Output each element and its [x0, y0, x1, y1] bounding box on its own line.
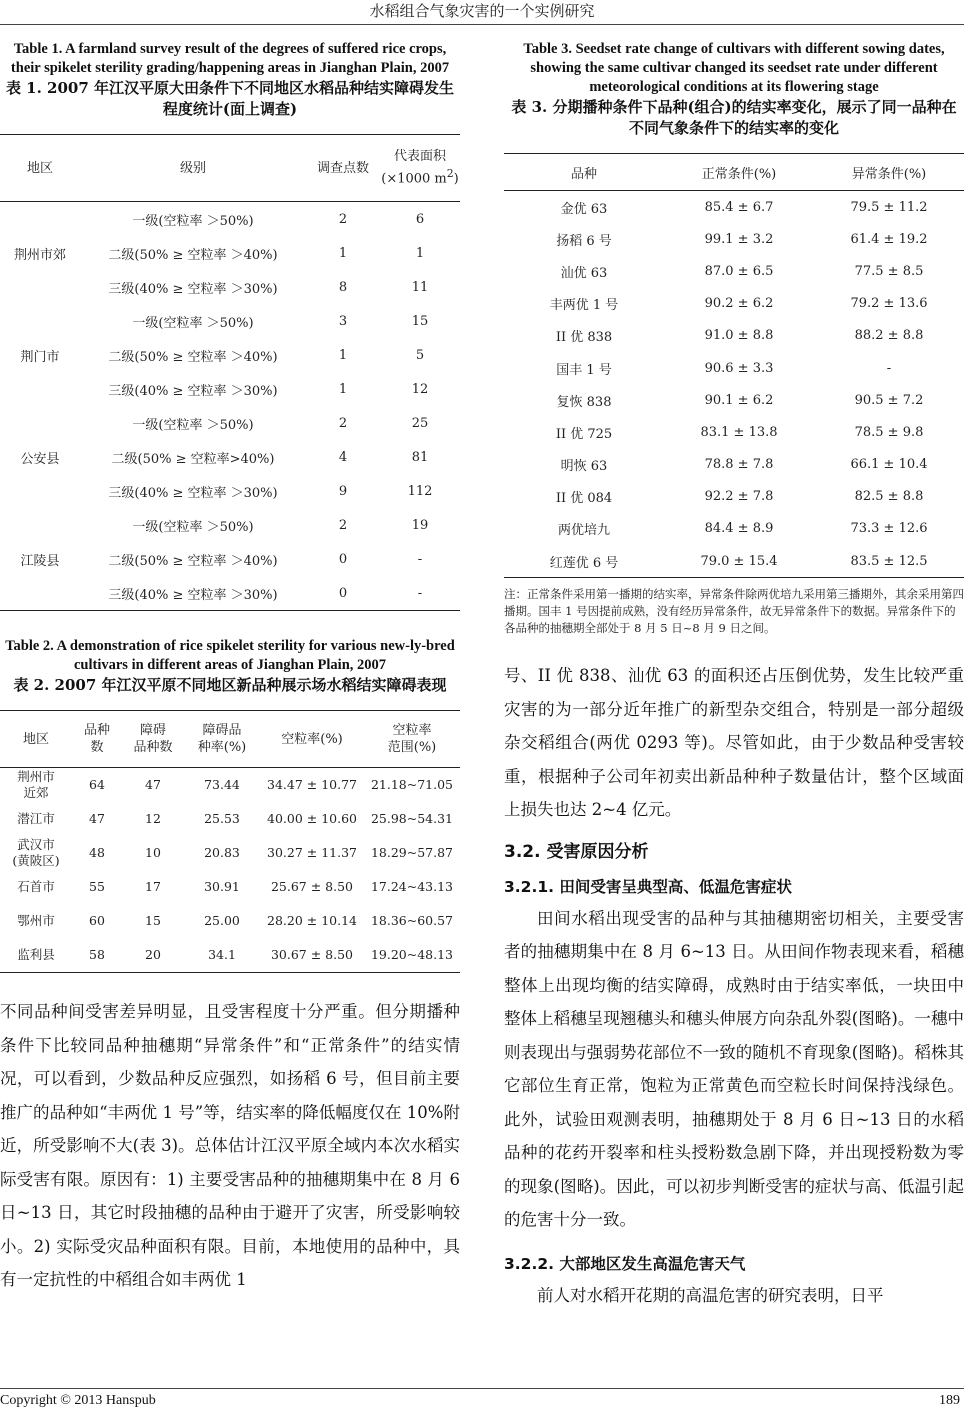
- table2-empty-cell: 34.47 ± 10.77: [267, 777, 357, 792]
- table3: [504, 153, 964, 578]
- table3-caption-en: Table 3. Seedset rate change of cultivars with different sowing dates, showing the same cultivar changed its seedset rate under different meteorological conditions at its flowering stage: [523, 41, 945, 95]
- table1-level-cell: 二级(50% ≥ 空粒率 ＞40%): [108, 553, 278, 569]
- table1-points-cell: 2: [338, 517, 348, 533]
- table3-normal-cell: 91.0 ± 8.8: [704, 328, 774, 344]
- table3-note: 注：正常条件采用第一播期的结实率，异常条件除两优培九采用第三播期外，其余采用第四播期。国丰 1 号因提前成熟，没有经历异常条件，故无异常条件下的数据。异常条件下的各品种的抽穗期全部处于 8 月 5 日~8 月 9 日之间。: [504, 587, 964, 636]
- table1-area-cell: 6: [415, 211, 425, 227]
- table3-normal-cell: 90.2 ± 6.2: [704, 296, 774, 312]
- footer-page-number: 189: [939, 1393, 960, 1408]
- table3-variety-cell: 扬稻 6 号: [556, 233, 612, 249]
- table2-region-cell: [0, 802, 72, 836]
- subsection-heading-3-2-1: 3.2.1. 田间受害呈典型高、低温危害症状: [504, 877, 792, 896]
- table1-region-cell: 荆州市郊: [13, 247, 66, 263]
- table2-header-affected-l2: 品种数: [133, 740, 173, 755]
- right-column: [504, 40, 964, 1312]
- table3-abnormal-cell: 78.5 ± 9.8: [854, 424, 924, 440]
- table3-variety-cell: 复恢 838: [556, 394, 612, 410]
- section-heading-3-2: 3.2. 受害原因分析: [504, 841, 649, 862]
- table2-caption-zh: 表 2. 2007 年江汉平原不同地区新品种展示场水稻结实障碍表现: [13, 676, 447, 694]
- table3-variety-cell: 丰两优 1 号: [549, 298, 619, 314]
- table2-rate-cell: 73.44: [204, 777, 240, 792]
- table1-header-points: 调查点数: [306, 135, 380, 202]
- table2-header-range-l1: 空粒率: [392, 723, 432, 738]
- table3-row: [504, 416, 964, 448]
- table3-row: [504, 545, 964, 578]
- table1-area-cell: -: [417, 551, 423, 567]
- table3-abnormal-cell: 66.1 ± 10.4: [850, 457, 928, 473]
- table2-rate-cell: 25.00: [204, 913, 240, 928]
- table3-row: [504, 513, 964, 545]
- table1-points-cell: 2: [338, 415, 348, 431]
- table3-abnormal-cell: 88.2 ± 8.8: [854, 328, 924, 344]
- table1-points-cell: 1: [338, 347, 348, 363]
- table1-region-cell: 公安县: [20, 451, 60, 467]
- table1-level-cell: 一级(空粒率 ＞50%): [132, 417, 254, 433]
- footer-rule: [0, 1388, 964, 1389]
- table2-body: [0, 768, 460, 973]
- table1-header-region: 地区: [0, 135, 80, 202]
- table2-region-cell: [0, 836, 72, 870]
- table1-area-cell: 1: [415, 245, 425, 261]
- table1-level-cell: 三级(40% ≥ 空粒率 ＞30%): [108, 383, 278, 399]
- table3-abnormal-cell: 79.2 ± 13.6: [850, 296, 928, 312]
- table2-varieties-cell: 58: [89, 947, 105, 962]
- table1-row: [0, 508, 460, 542]
- table3-normal-cell: 79.0 ± 15.4: [700, 553, 778, 569]
- table3-abnormal-cell: 82.5 ± 8.8: [854, 489, 924, 505]
- table3-normal-cell: 78.8 ± 7.8: [704, 457, 774, 473]
- table2-region-cell: [0, 768, 72, 803]
- table2-affected-cell: 17: [145, 879, 161, 894]
- table2-empty-cell: 28.20 ± 10.14: [267, 913, 357, 928]
- right-paragraph-3: 前人对水稻开花期的高温危害的研究表明，日平: [537, 1285, 884, 1305]
- table2-varieties-cell: 47: [89, 811, 105, 826]
- table3-normal-cell: 99.1 ± 3.2: [704, 231, 774, 247]
- table3-normal-cell: 85.4 ± 6.7: [704, 199, 774, 215]
- table1-area-cell: 5: [415, 347, 425, 363]
- table2-range-cell: 25.98~54.31: [370, 811, 454, 826]
- table3-variety-cell: 两优培九: [557, 523, 610, 539]
- table2-affected-cell: 12: [145, 811, 161, 826]
- right-paragraph-1: 号、II 优 838、汕优 63 的面积还占压倒优势，发生比较严重灾害的为一部分近年推广的新型杂交组合，特别是一部分超级杂交稻组合(两优 0293 等)。尽管如此，由于少数品种受害较重，根据种子公司年初卖出新品种种子数量估计，整个区域面上损失也达 2~4 亿元。: [504, 666, 964, 820]
- table3-row: [504, 320, 964, 352]
- table1-region-cell: 江陵县: [20, 553, 60, 569]
- table1-points-cell: 0: [338, 551, 348, 567]
- table2-region-cell: [0, 870, 72, 904]
- table1-header-area-close: ): [453, 171, 459, 187]
- table1-area-cell: 12: [411, 381, 429, 397]
- table3-abnormal-cell: 61.4 ± 19.2: [850, 231, 928, 247]
- footer-copyright: Copyright © 2013 Hanspub: [0, 1393, 156, 1408]
- table2-region-line1: 监利县: [17, 947, 55, 962]
- table2-range-cell: 21.18~71.05: [370, 777, 454, 792]
- table2-affected-cell: 15: [145, 913, 161, 928]
- table2-empty-cell: 25.67 ± 8.50: [270, 879, 354, 894]
- table3-row: [504, 255, 964, 287]
- table3-variety-cell: II 优 725: [555, 426, 613, 442]
- table3-header-variety: 品种: [504, 154, 664, 191]
- table1-area-cell: 112: [407, 483, 433, 499]
- table1-row: [0, 202, 460, 237]
- table3-abnormal-cell: 79.5 ± 11.2: [850, 199, 928, 215]
- table1-header-area-line2: (×1000 m: [381, 171, 447, 187]
- table1-caption-en: Table 1. A farmland survey result of the degrees of suffered rice crops, their spikelet sterility grading/happening areas in Jianghan Plain, 2007: [10, 41, 450, 76]
- table1-points-cell: 1: [338, 245, 348, 261]
- table3-normal-cell: 83.1 ± 13.8: [700, 424, 778, 440]
- table2-header-varieties: [72, 711, 122, 768]
- table3-abnormal-cell: -: [886, 360, 892, 376]
- table3-variety-cell: 国丰 1 号: [556, 362, 612, 378]
- table1-area-cell: 11: [411, 279, 429, 295]
- table2-region-line1: 潜江市: [17, 811, 55, 826]
- table2-region-cell: [0, 904, 72, 938]
- table1-points-cell: 3: [338, 313, 348, 329]
- right-paragraph-2: 田间水稻出现受害的品种与其抽穗期密切相关，主要受害者的抽穗期集中在 8 月 6~13 日。从田间作物表现来看，稻穗整体上出现均衡的结实障碍，成熟时由于结实率低，一块田中整体上稻穗呈现翘穗头和穗头伸展方向杂乱外裂(图略)。一穗中则表现出与强弱势花部位不一致的随机不育现象(图略)。稻株其它部位生育正常，饱粒为正常黄色而空粒长时间保持浅绿色。此外，试验田观测表明，抽穗期处于 8 月 6 日~13 日的水稻品种的花药开裂率和柱头授粉数急剧下降，并出现授粉数为零的现象(图略)。因此，可以初步判断受害的症状与高、低温引起的危害十分一致。: [504, 908, 964, 1230]
- table2-row: [0, 938, 460, 973]
- table2-region-line1: 石首市: [17, 879, 55, 894]
- table1-points-cell: 8: [338, 279, 348, 295]
- table1-points-cell: 9: [338, 483, 348, 499]
- table1-level-cell: 一级(空粒率 ＞50%): [132, 213, 254, 229]
- table1-caption-zh: 表 1. 2007 年江汉平原大田条件下不同地区水稻品种结实障碍发生程度统计(面上调查): [5, 79, 455, 118]
- table2-varieties-cell: 60: [89, 913, 105, 928]
- table2-region-line2: (黄陂区): [12, 853, 60, 868]
- table1-points-cell: 0: [338, 585, 348, 601]
- table2-rate-cell: 25.53: [204, 811, 240, 826]
- table2-header-varieties-l2: 数: [90, 740, 104, 755]
- table2-region-line2: 近郊: [23, 785, 49, 800]
- subsection-heading-3-2-2: 3.2.2. 大部地区发生高温危害天气: [504, 1254, 746, 1273]
- table2-header-rate-l2: 种率(%): [197, 740, 247, 755]
- table2-caption-en: Table 2. A demonstration of rice spikelet sterility for various new-ly-bred cultivars in different areas of Jianghan Plain, 2007: [5, 638, 455, 673]
- left-body-paragraph: 不同品种间受害差异明显，且受害程度十分严重。但分期播种条件下比较同品种抽穗期“异常条件”和“正常条件”的结实情况，可以看到，少数品种反应强烈，如扬稻 6 号，但目前主要推广的品种如“丰两优 1 号”等，结实率的降低幅度仅在 10%附近，所受影响不大(表 3)。总体估计江汉平原全域内本次水稻实际受害有限。原因有：1) 主要受害品种的抽穗期集中在 8 月 6 日~13 日，其它时段抽穗的品种由于避开了灾害，所受影响较小。2) 实际受灾品种面积有限。目前，本地使用的品种中，具有一定抗性的中稻组合如丰两优 1: [0, 1002, 460, 1289]
- table1-level-cell: 一级(空粒率 ＞50%): [132, 315, 254, 331]
- table2-range-cell: 18.29~57.87: [370, 845, 454, 860]
- table3-normal-cell: 87.0 ± 6.5: [704, 263, 774, 279]
- table1-level-cell: 一级(空粒率 ＞50%): [132, 519, 254, 535]
- table2-region-line1: 荆州市: [17, 769, 55, 784]
- table3-body: [504, 191, 964, 578]
- table3-variety-cell: 汕优 63: [560, 265, 608, 281]
- table1-header-area-line1: 代表面积: [393, 149, 446, 165]
- table2-region-cell: [0, 938, 72, 973]
- table3-variety-cell: 红莲优 6 号: [549, 555, 619, 571]
- table1-region-cell: 荆门市: [20, 349, 60, 365]
- table1-header-area: [380, 135, 460, 202]
- table1: [0, 134, 460, 611]
- table3-row: [504, 352, 964, 384]
- table3-variety-cell: II 优 838: [555, 330, 613, 346]
- table2-varieties-cell: 64: [89, 777, 105, 792]
- table2-region-line1: 鄂州市: [17, 913, 55, 928]
- table3-variety-cell: 明恢 63: [560, 459, 608, 475]
- table1-area-cell: 19: [411, 517, 429, 533]
- table2-header-range-l2: 范围(%): [387, 740, 437, 755]
- table2-header-row: [0, 711, 460, 768]
- table3-abnormal-cell: 90.5 ± 7.2: [854, 392, 924, 408]
- table1-row: [0, 406, 460, 440]
- table3-normal-cell: 84.4 ± 8.9: [704, 521, 774, 537]
- table2-rate-cell: 30.91: [204, 879, 240, 894]
- table3-row: [504, 481, 964, 513]
- table2-empty-cell: 30.67 ± 8.50: [270, 947, 354, 962]
- table1-header-level: 级别: [80, 135, 306, 202]
- table3-row: [504, 191, 964, 224]
- table1-level-cell: 二级(50% ≥ 空粒率 ＞40%): [108, 349, 278, 365]
- table2-header-affected: [122, 711, 184, 768]
- table3-row: [504, 384, 964, 416]
- table2-range-cell: 18.36~60.57: [370, 913, 454, 928]
- table2-header-empty: 空粒率(%): [260, 711, 364, 768]
- table2-header-varieties-l1: 品种: [83, 723, 110, 738]
- table3-header-row: [504, 154, 964, 191]
- table2-row: [0, 836, 460, 870]
- table2-varieties-cell: 48: [89, 845, 105, 860]
- table3-row: [504, 288, 964, 320]
- table1-level-cell: 二级(50% ≥ 空粒率>40%): [111, 451, 275, 467]
- table3-header-normal: 正常条件(%): [664, 154, 814, 191]
- table2-range-cell: 19.20~48.13: [370, 947, 454, 962]
- left-column: [0, 40, 460, 1297]
- table2-empty-cell: 40.00 ± 10.60: [267, 811, 357, 826]
- table2-rate-cell: 20.83: [204, 845, 240, 860]
- table2-row: [0, 802, 460, 836]
- table1-area-cell: 15: [411, 313, 429, 329]
- table1-points-cell: 4: [338, 449, 348, 465]
- table1-area-cell: -: [417, 585, 423, 601]
- table2-affected-cell: 47: [145, 777, 161, 792]
- table2-header-region: 地区: [0, 711, 72, 768]
- table2-empty-cell: 30.27 ± 11.37: [267, 845, 357, 860]
- table1-level-cell: 三级(40% ≥ 空粒率 ＞30%): [108, 587, 278, 603]
- table2-rate-cell: 34.1: [208, 947, 236, 962]
- table2-region-line1: 武汉市: [17, 837, 55, 852]
- table2-row: [0, 768, 460, 803]
- table2-affected-cell: 10: [145, 845, 161, 860]
- table2-header-affected-l1: 障碍: [139, 723, 166, 738]
- table3-abnormal-cell: 77.5 ± 8.5: [854, 263, 924, 279]
- table1-points-cell: 2: [338, 211, 348, 227]
- table1-level-cell: 三级(40% ≥ 空粒率 ＞30%): [108, 485, 278, 501]
- header-rule: [0, 24, 964, 25]
- table3-variety-cell: 金优 63: [560, 201, 608, 217]
- table1-level-cell: 三级(40% ≥ 空粒率 ＞30%): [108, 281, 278, 297]
- table3-normal-cell: 90.6 ± 3.3: [704, 360, 774, 376]
- table2-header-rate-l1: 障碍品: [202, 723, 242, 738]
- table1-row: [0, 304, 460, 338]
- table1-area-cell: 81: [411, 449, 429, 465]
- table2-row: [0, 904, 460, 938]
- table1-body: [0, 202, 460, 611]
- table1-header-area-sup: 2: [446, 167, 454, 181]
- table2: [0, 710, 460, 973]
- table3-row: [504, 449, 964, 481]
- table2-header-rate: [184, 711, 260, 768]
- table1-header-row: [0, 135, 460, 202]
- table3-caption-zh: 表 3. 分期播种条件下品种(组合)的结实率变化，展示了同一品种在不同气象条件下的结实率的变化: [511, 98, 957, 137]
- table3-abnormal-cell: 83.5 ± 12.5: [850, 553, 928, 569]
- table2-affected-cell: 20: [145, 947, 161, 962]
- table1-level-cell: 二级(50% ≥ 空粒率 ＞40%): [108, 247, 278, 263]
- table3-header-abnormal: 异常条件(%): [814, 154, 964, 191]
- table2-range-cell: 17.24~43.13: [370, 879, 454, 894]
- table3-normal-cell: 90.1 ± 6.2: [704, 392, 774, 408]
- table2-header-range: [364, 711, 460, 768]
- table2-row: [0, 870, 460, 904]
- table3-abnormal-cell: 73.3 ± 12.6: [850, 521, 928, 537]
- table2-varieties-cell: 55: [89, 879, 105, 894]
- table3-normal-cell: 92.2 ± 7.8: [704, 489, 774, 505]
- table3-row: [504, 223, 964, 255]
- table3-variety-cell: II 优 084: [555, 491, 613, 507]
- table1-points-cell: 1: [338, 381, 348, 397]
- table1-area-cell: 25: [411, 415, 429, 431]
- header-title: 水稻组合气象灾害的一个实例研究: [369, 2, 595, 20]
